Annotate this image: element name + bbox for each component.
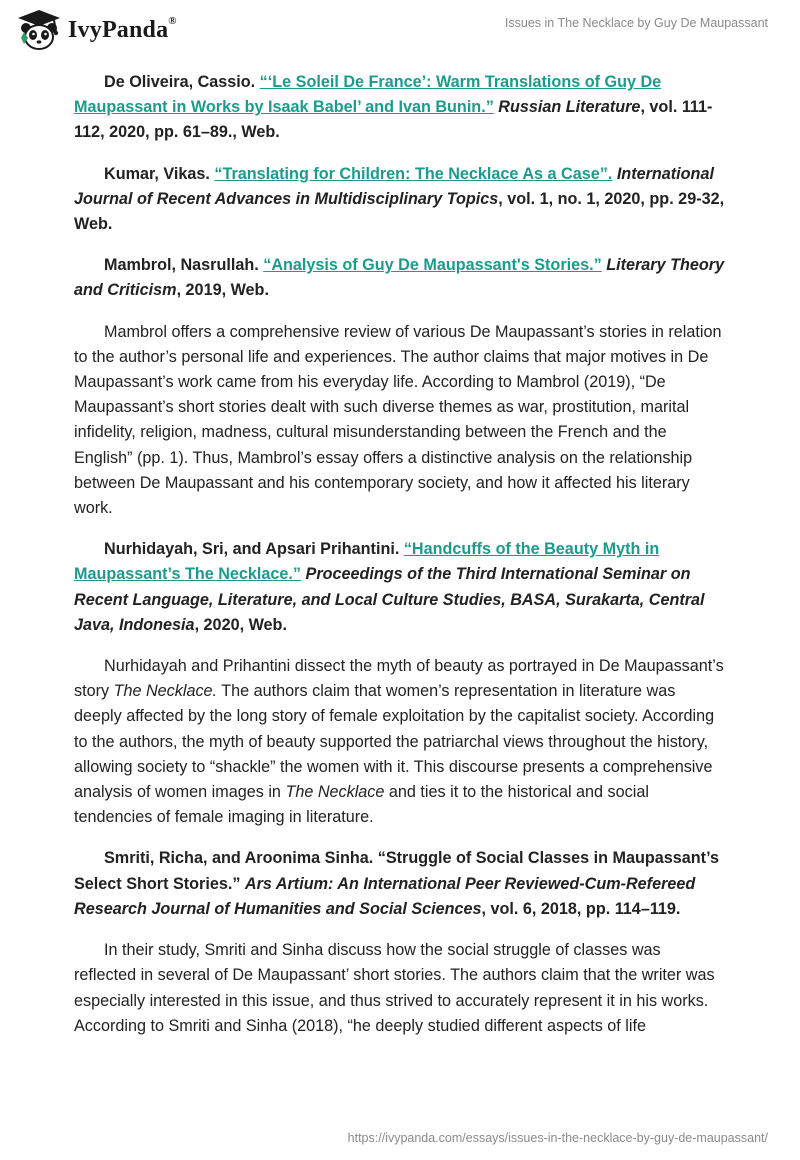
reference-author: Kumar, Vikas. (104, 164, 210, 183)
reference-link[interactable]: “‘Le Soleil De France’: Warm Translations of Guy De Maupassant in Works by Isaak Babel’ and Ivan Bunin.” (74, 73, 662, 117)
document-title: Issues in The Necklace by Guy De Maupassant (504, 16, 768, 30)
reference-details: , vol. 111-112, 2020, pp. 61–89., Web. (74, 98, 713, 142)
reference-entry (74, 70, 726, 146)
source-url[interactable]: https://ivypanda.com/essays/issues-in-the-necklace-by-guy-de-maupassant/ (347, 1131, 768, 1145)
reference-entry (74, 162, 726, 238)
reference-details: , vol. 6, 2018, pp. 114–119. (481, 899, 681, 918)
essay-content (74, 70, 726, 1055)
logo[interactable] (16, 8, 177, 52)
reference-journal: International Journal of Recent Advances in Multidisciplinary Topics (74, 164, 714, 208)
reference-journal: Russian Literature (498, 98, 641, 117)
reference-entry (74, 537, 726, 638)
annotation-paragraph: Mambrol offers a comprehensive review of various De Maupassant’s stories in relation to the author’s personal life and experiences. The author claims that major motives in De Maupassant’s work came from his everyday life. According to Mambrol (2019), “De Maupassant’s short stories dealt with such diverse themes as war, prostitution, marital infidelity, religion, madness, cultural misunderstanding between the French and the English” (pp. 1). Thus, Mambrol’s essay offers a distinctive analysis on the relationship between De Maupassant and his contemporary society, and how it affected his literary work. (74, 322, 722, 518)
reference-link[interactable]: “Handcuffs of the Beauty Myth in Maupassant’s The Necklace.” (74, 540, 660, 584)
reference-details: , 2020, Web. (194, 615, 287, 634)
reference-journal: Ars Artium: An International Peer Reviewed-Cum-Refereed Research Journal of Humanities and Social Sciences (74, 874, 696, 918)
reference-entry (74, 846, 726, 922)
reference-author: Smriti, Richa, and Aroonima Sinha. “Struggle of Social Classes in Maupassant’s Select Short Stories.” (74, 849, 719, 893)
reference-journal: Literary Theory and Criticism (74, 256, 725, 300)
page-header (0, 0, 800, 60)
logo-text: IvyPanda® (68, 14, 177, 43)
reference-link[interactable]: “Analysis of Guy De Maupassant's Stories.” (263, 256, 602, 275)
work-title: The Necklace (285, 783, 385, 802)
reference-author: De Oliveira, Cassio. (104, 73, 256, 91)
reference-details: , 2019, Web. (176, 281, 269, 300)
reference-entry (74, 253, 726, 303)
panda-graduate-icon (16, 8, 62, 52)
reference-details: , vol. 1, no. 1, 2020, pp. 29-32, Web. (74, 189, 725, 234)
work-title: The Necklace. (113, 682, 218, 701)
reference-author: Mambrol, Nasrullah. (104, 256, 259, 275)
reference-journal: Proceedings of the Third International Seminar on Recent Language, Literature, and Local Culture Studies, BASA, Surakarta, Central Java, Indonesia (74, 565, 705, 634)
annotation-paragraph: In their study, Smriti and Sinha discuss how the social struggle of classes was reflected in several of De Maupassant’ short stories. The authors claim that the writer was especially interested in this issue, and thus strived to accurately represent it in his works. According to Smriti and Sinha (2018), “he deeply studied different aspects of life (74, 941, 715, 1035)
annotation-paragraph: Nurhidayah and Prihantini dissect the myth of beauty as portrayed in De Maupassant’s story The Necklace. The authors claim that women’s representation in literature was deeply affected by the long story of female exploitation by the capitalist society. According to the authors, the myth of beauty supported the patriarchal views throughout the history, allowing society to “shackle” the women with it. This discourse presents a comprehensive analysis of women images in The Necklace and ties it to the historical and social tendencies of female imaging in literature. (74, 657, 724, 827)
reference-link[interactable]: “Translating for Children: The Necklace As a Case”. (214, 164, 613, 183)
reference-author: Nurhidayah, Sri, and Apsari Prihantini. (104, 540, 400, 559)
